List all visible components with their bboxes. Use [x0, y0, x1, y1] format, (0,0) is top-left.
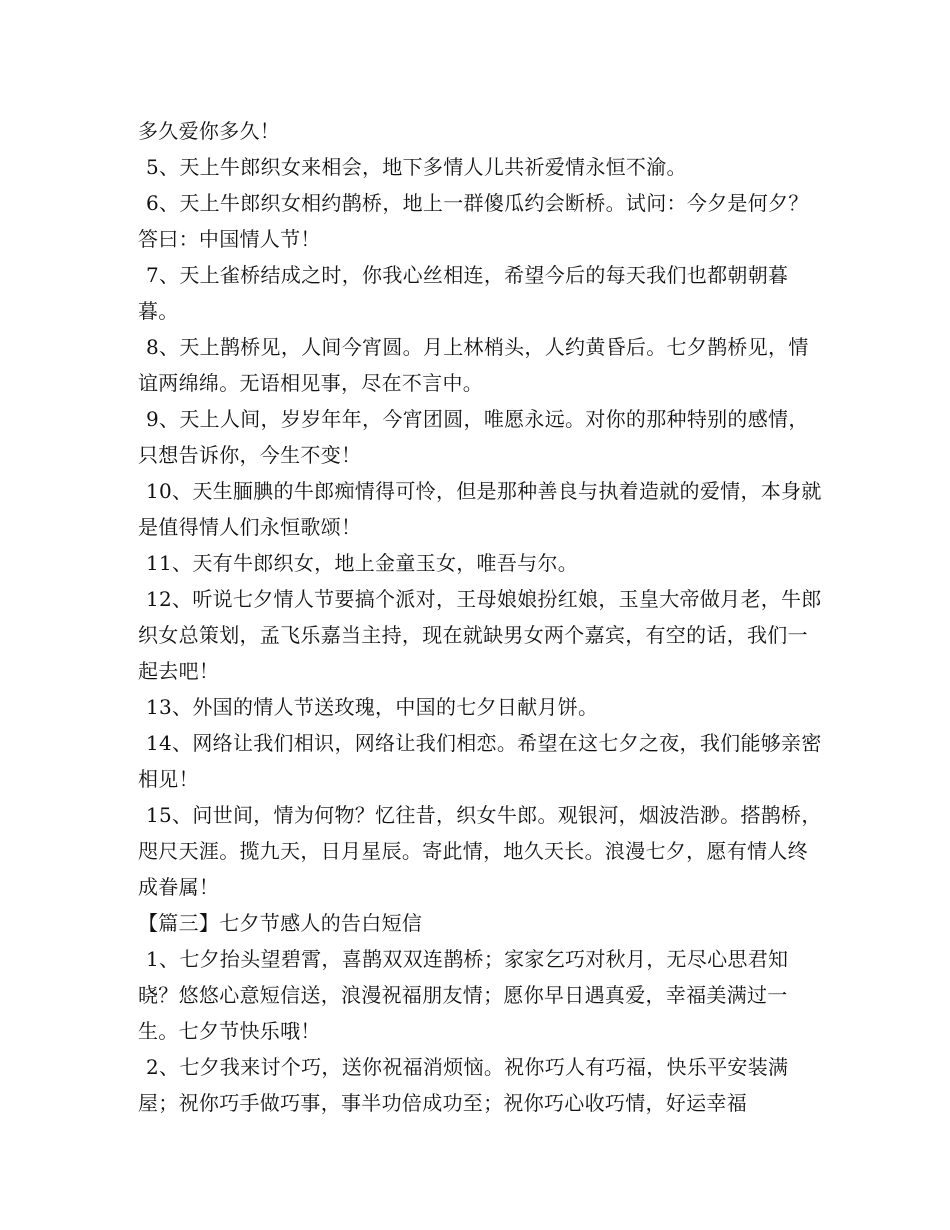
list-item: 11、天有牛郎织女，地上金童玉女，唯吾与尔。	[146, 551, 579, 575]
list-item: 7、天上雀桥结成之时，你我心丝相连，希望今后的每天我们也都朝朝暮暮。	[138, 263, 789, 323]
section-heading: 【篇三】七夕节感人的告白短信	[138, 911, 423, 935]
list-item: 5、天上牛郎织女来相会，地下多情人儿共祈爱情永恒不渝。	[146, 155, 687, 179]
list-item: 8、天上鹊桥见，人间今宵圆。月上林梢头，人约黄昏后。七夕鹊桥见，情谊两绵绵。无语相见事，尽在不言中。	[138, 335, 809, 395]
list-item: 15、问世间，情为何物？忆往昔，织女牛郎。观银河，烟波浩渺。搭鹊桥，咫尺天涯。揽九天，日月星辰。寄此情，地久天长。浪漫七夕，愿有情人终成眷属！	[138, 803, 822, 899]
list-item: 14、网络让我们相识，网络让我们相恋。希望在这七夕之夜，我们能够亲密相见！	[138, 731, 822, 791]
list-item: 12、听说七夕情人节要搞个派对，王母娘娘扮红娘，玉皇大帝做月老，牛郎织女总策划，孟飞乐嘉当主持，现在就缺男女两个嘉宾，有空的话，我们一起去吧！	[138, 587, 822, 683]
list-item: 6、天上牛郎织女相约鹊桥，地上一群傻瓜约会断桥。试问：今夕是何夕？答曰：中国情人节！	[138, 191, 809, 251]
list-item: 10、天生腼腆的牛郎痴情得可怜，但是那种善良与执着造就的爱情，本身就是值得情人们永恒歌颂！	[138, 479, 822, 539]
list-item: 2、七夕我来讨个巧，送你祝福消烦恼。祝你巧人有巧福，快乐平安装满屋；祝你巧手做巧事，事半功倍成功至；祝你巧心收巧情，好运幸福	[138, 1055, 789, 1115]
list-item: 13、外国的情人节送玫瑰，中国的七夕日献月饼。	[146, 695, 599, 719]
list-item: 9、天上人间，岁岁年年，今宵团圆，唯愿永远。对你的那种特别的感情，只想告诉你，今生不变！	[138, 407, 809, 467]
document-body	[138, 113, 828, 1121]
list-item: 1、七夕抬头望碧霄，喜鹊双双连鹊桥；家家乞巧对秋月，无尽心思君知晓？悠悠心意短信送，浪漫祝福朋友情；愿你早日遇真爱，幸福美满过一生。七夕节快乐哦！	[138, 947, 789, 1043]
paragraph-continuation: 多久爱你多久！	[138, 119, 281, 143]
